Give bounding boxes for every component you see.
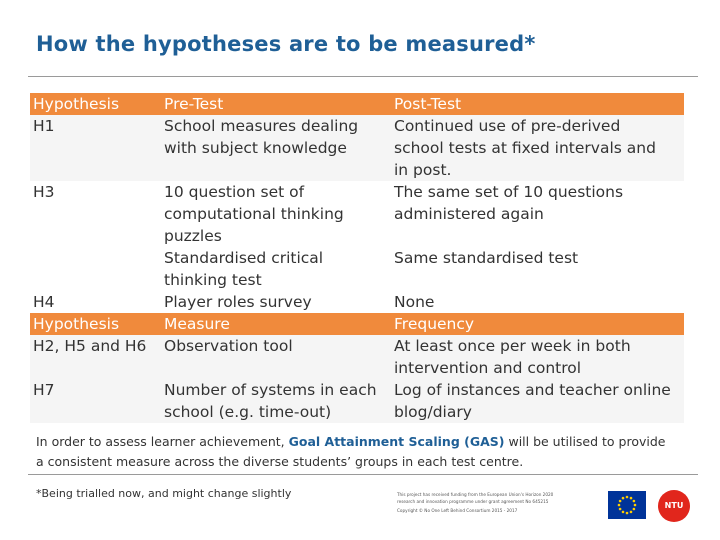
- hypothesis-cell: H3: [30, 181, 161, 247]
- table-row: [30, 335, 684, 379]
- footnote: *Being trialled now, and might change slightly: [36, 487, 292, 500]
- hypothesis-cell: H7: [30, 379, 161, 423]
- cell-line: school (e.g. time-out): [164, 403, 332, 421]
- cell-line: puzzles: [164, 227, 222, 245]
- hypothesis-cell: H1: [30, 115, 161, 181]
- cell-line: in post.: [394, 161, 452, 179]
- post-test-cell: [391, 291, 684, 313]
- slide-title: How the hypotheses are to be measured*: [36, 32, 536, 56]
- header-cell: Hypothesis: [30, 313, 161, 335]
- table-header-row: [30, 93, 684, 115]
- table-row: [30, 115, 684, 181]
- cell-line: Continued use of pre-derived: [394, 117, 621, 135]
- header-cell: Post-Test: [391, 93, 684, 115]
- header-cell: Frequency: [391, 313, 684, 335]
- header-cell: Pre-Test: [161, 93, 391, 115]
- cell-line: with subject knowledge: [164, 139, 347, 157]
- funding-statement: [397, 492, 601, 515]
- cell-line: None: [394, 293, 435, 311]
- cell-line: intervention and control: [394, 359, 582, 377]
- eu-flag-icon: [608, 491, 646, 519]
- cell-line: thinking test: [164, 271, 262, 289]
- cell-line: School measures dealing: [164, 117, 359, 135]
- title-divider: [28, 76, 698, 77]
- table-row: [30, 291, 684, 313]
- measure-cell: [161, 335, 391, 379]
- post-test-cell: [391, 115, 684, 181]
- cell-line: 10 question set of: [164, 183, 305, 201]
- table-header-row: [30, 313, 684, 335]
- pre-test-cell: [161, 181, 391, 247]
- cell-line: Log of instances and teacher online: [394, 381, 671, 399]
- ntu-logo: NTU: [658, 490, 690, 522]
- cell-line: The same set of 10 questions: [394, 183, 624, 201]
- frequency-cell: [391, 379, 684, 423]
- note-text: In order to assess learner achievement,: [36, 434, 285, 449]
- cell-line: At least once per week in both: [394, 337, 631, 355]
- pre-test-cell: [161, 247, 391, 291]
- hypothesis-cell: H4: [30, 291, 161, 313]
- post-test-cell: [391, 181, 684, 247]
- copyright-line: Copyright © No One Left Behind Consortium 2015 - 2017: [397, 508, 518, 513]
- header-cell: Measure: [161, 313, 391, 335]
- footer-divider: [28, 474, 698, 475]
- cell-line: Standardised critical: [164, 249, 324, 267]
- header-cell: Hypothesis: [30, 93, 161, 115]
- cell-line: Observation tool: [164, 337, 293, 355]
- table-row: [30, 379, 684, 423]
- pre-test-cell: [161, 115, 391, 181]
- funding-line: research and innovation programme under grant agreement No 645215: [397, 498, 549, 504]
- cell-line: Player roles survey: [164, 293, 312, 311]
- eu-stars-icon: [608, 491, 646, 519]
- measure-cell: [161, 379, 391, 423]
- table-row: [30, 181, 684, 247]
- gas-note: [36, 432, 676, 472]
- note-highlight: Goal Attainment Scaling (GAS): [288, 434, 505, 449]
- cell-line: school tests at fixed intervals and: [394, 139, 656, 157]
- hypothesis-cell: H2, H5 and H6: [30, 335, 161, 379]
- cell-line: administered again: [394, 205, 544, 223]
- measures-table: [30, 93, 684, 423]
- note-text: will be utilised to provide a consistent measure across the diverse students’ groups in each test centre.: [36, 434, 666, 469]
- post-test-cell: [391, 247, 684, 291]
- cell-line: computational thinking: [164, 205, 344, 223]
- table-row: [30, 247, 684, 291]
- hypothesis-cell: [30, 247, 161, 291]
- cell-line: Same standardised test: [394, 249, 579, 267]
- funding-line: This project has received funding from the European Union's Horizon 2020: [397, 492, 554, 497]
- frequency-cell: [391, 335, 684, 379]
- cell-line: Number of systems in each: [164, 381, 377, 399]
- cell-line: blog/diary: [394, 403, 472, 421]
- pre-test-cell: [161, 291, 391, 313]
